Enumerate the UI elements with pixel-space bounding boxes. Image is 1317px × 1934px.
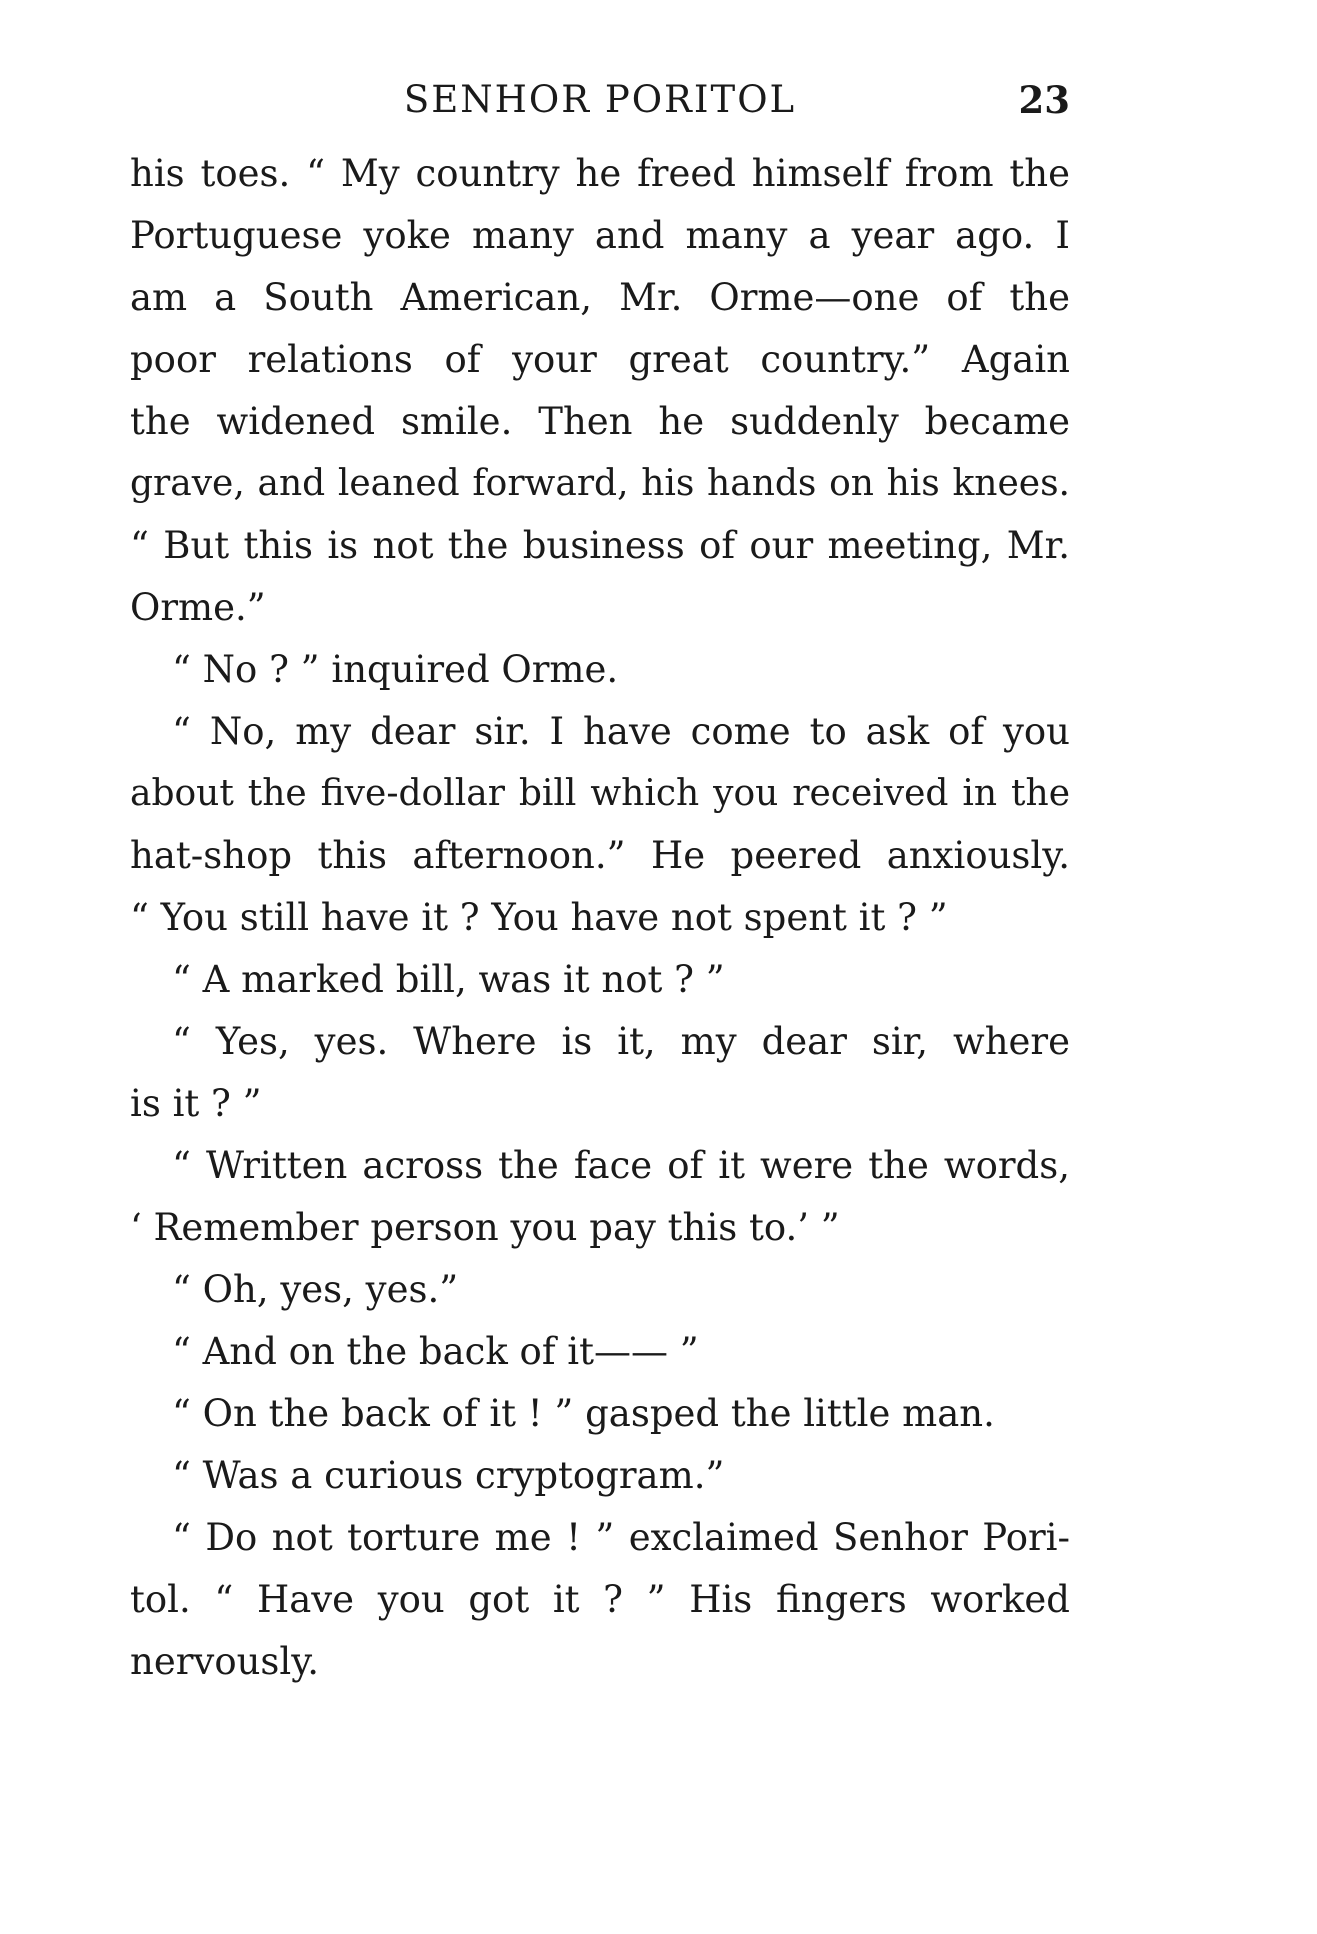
page-header [130, 70, 1070, 130]
text-line: Portuguese yoke many and many a year ago. I [130, 214, 1070, 257]
text-line: “ But this is not the business of our meeting, Mr. [130, 524, 1070, 567]
text-line: “ Oh, yes, yes.” [172, 1268, 459, 1311]
text-line: his toes. “ My country he freed himself from the [130, 152, 1070, 195]
text-line: am a South American, Mr. Orme—one of the [130, 276, 1070, 319]
text-line: grave, and leaned forward, his hands on his knees. [130, 463, 1070, 504]
text-line: hat-shop this afternoon.” He peered anxiously. [130, 834, 1070, 877]
text-line: is it ? ” [130, 1082, 262, 1125]
text-line: “ And on the back of it—— ” [172, 1330, 699, 1373]
text-line: poor relations of your great country.” Again [130, 338, 1070, 381]
text-line: about the five-dollar bill which you received in the [130, 773, 1070, 814]
text-line: “ No, my dear sir. I have come to ask of you [172, 710, 1070, 753]
text-line: the widened smile. Then he suddenly became [130, 400, 1070, 443]
text-line: ‘ Remember person you pay this to.’ ” [130, 1206, 840, 1249]
text-line: “ No ? ” inquired Orme. [172, 648, 619, 691]
text-line: Orme.” [130, 586, 266, 629]
text-line: “ Do not torture me ! ” exclaimed Senhor Pori- [172, 1516, 1070, 1559]
text-line: “ On the back of it ! ” gasped the little man. [172, 1392, 995, 1435]
text-line: nervously. [130, 1640, 319, 1683]
text-line: “ You still have it ? You have not spent it ? ” [130, 896, 948, 939]
body-text [130, 143, 1070, 1693]
running-title: SENHOR PORITOL [403, 78, 797, 121]
text-line: “ A marked bill, was it not ? ” [172, 958, 725, 1001]
text-line: “ Written across the face of it were the words, [172, 1144, 1070, 1187]
page-number: 23 [1018, 78, 1070, 122]
text-line: “ Was a curious cryptogram.” [172, 1454, 725, 1497]
text-line: tol. “ Have you got it ? ” His fingers worked [130, 1578, 1070, 1621]
text-line: “ Yes, yes. Where is it, my dear sir, where [172, 1020, 1070, 1063]
